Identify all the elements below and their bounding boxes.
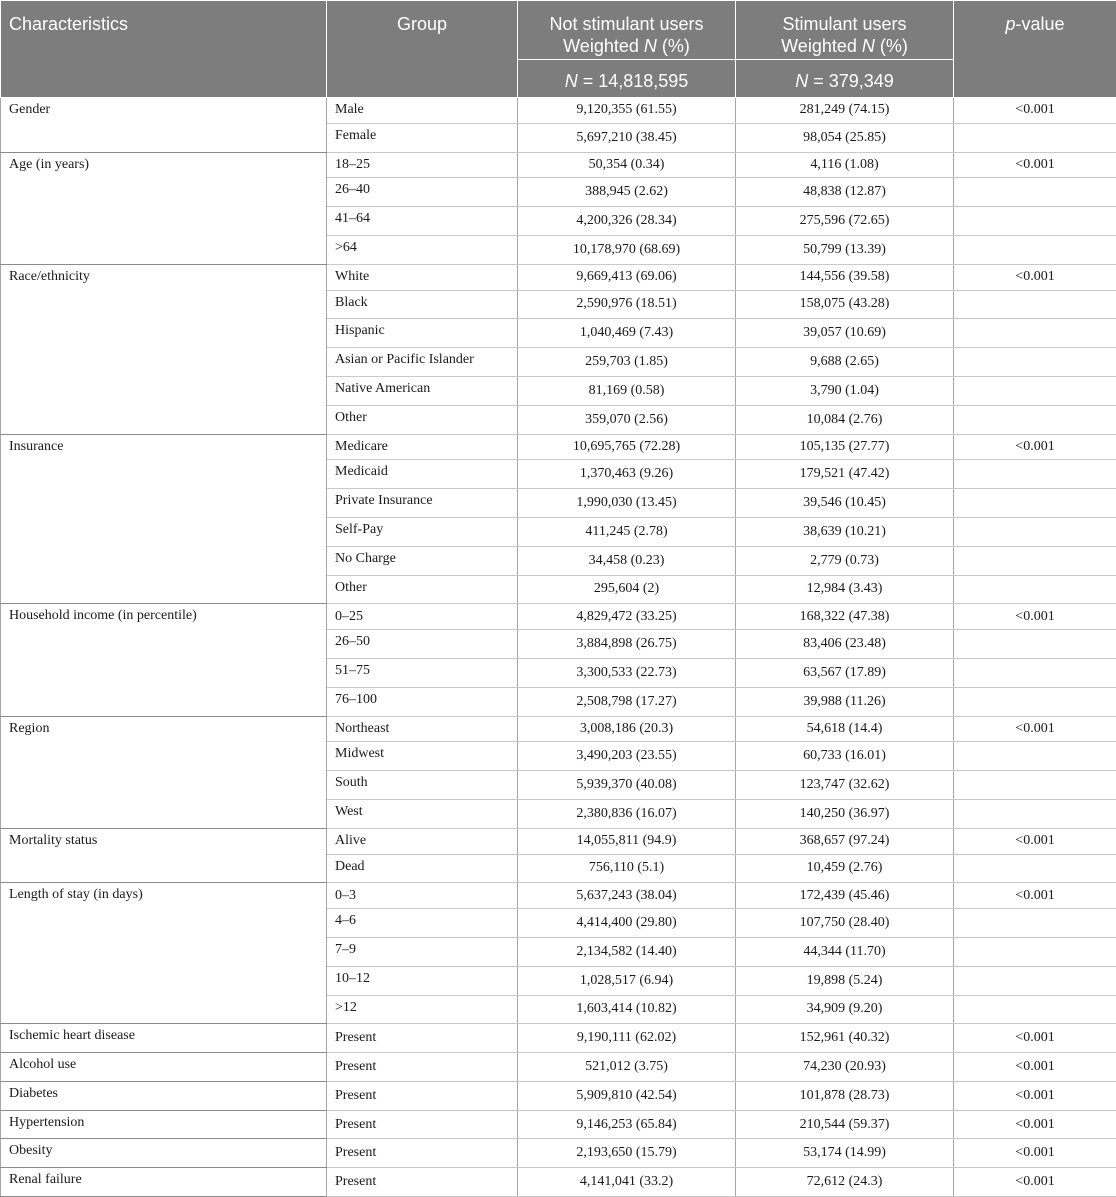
group-cell: Present (327, 1024, 518, 1053)
p-value-cell (954, 290, 1116, 319)
users-value-cell: 179,521 (47.42) (736, 460, 954, 489)
p-value-cell (954, 405, 1116, 434)
group-cell: 0–25 (327, 604, 518, 630)
p-value-cell (954, 771, 1116, 800)
users-value-cell: 74,230 (20.93) (736, 1053, 954, 1082)
group-cell: Northeast (327, 716, 518, 742)
not-users-value-cell: 50,354 (0.34) (518, 152, 736, 178)
p-value-cell: <0.001 (954, 828, 1116, 854)
not-users-value-cell: 3,884,898 (26.75) (518, 630, 736, 659)
group-cell: 18–25 (327, 152, 518, 178)
p-value-cell: <0.001 (954, 434, 1116, 460)
table-row (1, 152, 1116, 178)
not-users-value-cell: 2,508,798 (17.27) (518, 687, 736, 716)
table-row (1, 604, 1116, 630)
p-value-cell: <0.001 (954, 264, 1116, 290)
users-value-cell: 39,546 (10.45) (736, 489, 954, 518)
users-value-cell: 19,898 (5.24) (736, 966, 954, 995)
header-stimulant-users: Stimulant users Weighted N (%) (736, 1, 954, 60)
not-users-value-cell: 5,697,210 (38.45) (518, 123, 736, 152)
p-value-cell (954, 376, 1116, 405)
group-cell: Hispanic (327, 319, 518, 348)
group-cell: West (327, 799, 518, 828)
group-cell: Black (327, 290, 518, 319)
group-cell: Present (327, 1110, 518, 1139)
characteristic-cell: Gender (1, 98, 327, 153)
header-p-value: p-value (954, 1, 1116, 98)
header-characteristics: Characteristics (1, 1, 327, 98)
group-cell: >12 (327, 995, 518, 1024)
table-row (1, 434, 1116, 460)
not-users-value-cell: 14,055,811 (94.9) (518, 828, 736, 854)
p-value-cell (954, 799, 1116, 828)
users-value-cell: 3,790 (1.04) (736, 376, 954, 405)
not-users-value-cell: 9,146,253 (65.84) (518, 1110, 736, 1139)
p-value-cell: <0.001 (954, 1024, 1116, 1053)
users-value-cell: 105,135 (27.77) (736, 434, 954, 460)
p-value-cell: <0.001 (954, 152, 1116, 178)
not-users-value-cell: 2,380,836 (16.07) (518, 799, 736, 828)
group-cell: White (327, 264, 518, 290)
group-cell: Present (327, 1081, 518, 1110)
group-cell: 76–100 (327, 687, 518, 716)
p-value-cell: <0.001 (954, 1168, 1116, 1197)
users-value-cell: 368,657 (97.24) (736, 828, 954, 854)
p-value-cell (954, 235, 1116, 264)
p-value-cell (954, 123, 1116, 152)
characteristic-cell: Household income (in percentile) (1, 604, 327, 716)
users-value-cell: 107,750 (28.40) (736, 909, 954, 938)
p-value-cell: <0.001 (954, 1081, 1116, 1110)
p-value-cell: <0.001 (954, 1110, 1116, 1139)
group-cell: South (327, 771, 518, 800)
users-value-cell: 101,878 (28.73) (736, 1081, 954, 1110)
not-users-value-cell: 1,028,517 (6.94) (518, 966, 736, 995)
users-value-cell: 60,733 (16.01) (736, 742, 954, 771)
not-users-value-cell: 9,669,413 (69.06) (518, 264, 736, 290)
users-value-cell: 72,612 (24.3) (736, 1168, 954, 1197)
characteristic-cell: Alcohol use (1, 1053, 327, 1082)
users-value-cell: 98,054 (25.85) (736, 123, 954, 152)
not-users-value-cell: 81,169 (0.58) (518, 376, 736, 405)
not-users-value-cell: 2,590,976 (18.51) (518, 290, 736, 319)
users-value-cell: 39,988 (11.26) (736, 687, 954, 716)
group-cell: 51–75 (327, 658, 518, 687)
table-body (1, 98, 1116, 1197)
users-value-cell: 12,984 (3.43) (736, 575, 954, 604)
characteristic-cell: Renal failure (1, 1168, 327, 1197)
users-value-cell: 123,747 (32.62) (736, 771, 954, 800)
p-value-cell: <0.001 (954, 604, 1116, 630)
not-users-value-cell: 1,603,414 (10.82) (518, 995, 736, 1024)
not-users-value-cell: 5,939,370 (40.08) (518, 771, 736, 800)
group-cell: Male (327, 98, 518, 124)
not-users-value-cell: 9,120,355 (61.55) (518, 98, 736, 124)
group-cell: 0–3 (327, 883, 518, 909)
not-users-value-cell: 388,945 (2.62) (518, 178, 736, 207)
users-value-cell: 144,556 (39.58) (736, 264, 954, 290)
users-value-cell: 63,567 (17.89) (736, 658, 954, 687)
not-users-value-cell: 1,990,030 (13.45) (518, 489, 736, 518)
not-users-value-cell: 3,490,203 (23.55) (518, 742, 736, 771)
characteristic-cell: Hypertension (1, 1110, 327, 1139)
p-value-cell: <0.001 (954, 98, 1116, 124)
characteristic-cell: Length of stay (in days) (1, 883, 327, 1024)
not-users-value-cell: 10,178,970 (68.69) (518, 235, 736, 264)
not-users-value-cell: 2,134,582 (14.40) (518, 937, 736, 966)
p-value-cell (954, 742, 1116, 771)
group-cell: Asian or Pacific Islander (327, 348, 518, 377)
not-users-value-cell: 4,141,041 (33.2) (518, 1168, 736, 1197)
users-value-cell: 152,961 (40.32) (736, 1024, 954, 1053)
not-users-value-cell: 521,012 (3.75) (518, 1053, 736, 1082)
table-row (1, 1081, 1116, 1110)
users-value-cell: 10,084 (2.76) (736, 405, 954, 434)
p-value-cell (954, 348, 1116, 377)
header-users-total: N = 379,349 (736, 60, 954, 98)
not-users-value-cell: 3,300,533 (22.73) (518, 658, 736, 687)
table-row (1, 1053, 1116, 1082)
users-value-cell: 34,909 (9.20) (736, 995, 954, 1024)
not-users-value-cell: 295,604 (2) (518, 575, 736, 604)
p-value-cell (954, 995, 1116, 1024)
table-header (1, 1, 1116, 98)
table-row (1, 1139, 1116, 1168)
users-value-cell: 140,250 (36.97) (736, 799, 954, 828)
group-cell: No Charge (327, 546, 518, 575)
group-cell: Private Insurance (327, 489, 518, 518)
group-cell: Other (327, 405, 518, 434)
group-cell: Alive (327, 828, 518, 854)
group-cell: Native American (327, 376, 518, 405)
users-value-cell: 39,057 (10.69) (736, 319, 954, 348)
not-users-value-cell: 5,637,243 (38.04) (518, 883, 736, 909)
users-value-cell: 168,322 (47.38) (736, 604, 954, 630)
users-value-cell: 9,688 (2.65) (736, 348, 954, 377)
users-value-cell: 10,459 (2.76) (736, 854, 954, 883)
not-users-value-cell: 3,008,186 (20.3) (518, 716, 736, 742)
group-cell: Medicare (327, 434, 518, 460)
characteristic-cell: Diabetes (1, 1081, 327, 1110)
not-users-value-cell: 1,040,469 (7.43) (518, 319, 736, 348)
table-row (1, 1168, 1116, 1197)
users-value-cell: 210,544 (59.37) (736, 1110, 954, 1139)
p-value-cell (954, 489, 1116, 518)
group-cell: Other (327, 575, 518, 604)
p-value-cell (954, 575, 1116, 604)
not-users-value-cell: 1,370,463 (9.26) (518, 460, 736, 489)
users-value-cell: 54,618 (14.4) (736, 716, 954, 742)
table-row (1, 828, 1116, 854)
p-value-cell (954, 854, 1116, 883)
not-users-value-cell: 4,414,400 (29.80) (518, 909, 736, 938)
not-users-value-cell: 34,458 (0.23) (518, 546, 736, 575)
not-users-value-cell: 411,245 (2.78) (518, 517, 736, 546)
characteristic-cell: Insurance (1, 434, 327, 604)
p-value-cell (954, 937, 1116, 966)
p-value-cell (954, 517, 1116, 546)
not-users-value-cell: 9,190,111 (62.02) (518, 1024, 736, 1053)
characteristic-cell: Mortality status (1, 828, 327, 883)
group-cell: 26–50 (327, 630, 518, 659)
group-cell: Dead (327, 854, 518, 883)
not-users-value-cell: 10,695,765 (72.28) (518, 434, 736, 460)
characteristic-cell: Region (1, 716, 327, 828)
header-not-users-total: N = 14,818,595 (518, 60, 736, 98)
p-value-cell (954, 630, 1116, 659)
p-value-cell: <0.001 (954, 716, 1116, 742)
users-value-cell: 83,406 (23.48) (736, 630, 954, 659)
p-value-cell (954, 178, 1116, 207)
p-value-cell (954, 966, 1116, 995)
group-cell: Female (327, 123, 518, 152)
characteristic-cell: Age (in years) (1, 152, 327, 264)
users-value-cell: 4,116 (1.08) (736, 152, 954, 178)
not-users-value-cell: 4,829,472 (33.25) (518, 604, 736, 630)
not-users-value-cell: 359,070 (2.56) (518, 405, 736, 434)
group-cell: 7–9 (327, 937, 518, 966)
table-row (1, 716, 1116, 742)
users-value-cell: 275,596 (72.65) (736, 207, 954, 236)
users-value-cell: 50,799 (13.39) (736, 235, 954, 264)
group-cell: 41–64 (327, 207, 518, 236)
group-cell: 26–40 (327, 178, 518, 207)
table-row (1, 883, 1116, 909)
group-cell: 4–6 (327, 909, 518, 938)
not-users-value-cell: 756,110 (5.1) (518, 854, 736, 883)
table-row (1, 1110, 1116, 1139)
header-group: Group (327, 1, 518, 98)
p-value-cell (954, 658, 1116, 687)
group-cell: Present (327, 1053, 518, 1082)
group-cell: Medicaid (327, 460, 518, 489)
users-value-cell: 38,639 (10.21) (736, 517, 954, 546)
users-value-cell: 53,174 (14.99) (736, 1139, 954, 1168)
table-row (1, 264, 1116, 290)
not-users-value-cell: 5,909,810 (42.54) (518, 1081, 736, 1110)
group-cell: Present (327, 1168, 518, 1197)
p-value-cell (954, 207, 1116, 236)
table-row (1, 1024, 1116, 1053)
p-value-cell (954, 687, 1116, 716)
p-value-cell (954, 546, 1116, 575)
p-value-cell: <0.001 (954, 1053, 1116, 1082)
group-cell: >64 (327, 235, 518, 264)
characteristic-cell: Ischemic heart disease (1, 1024, 327, 1053)
users-value-cell: 44,344 (11.70) (736, 937, 954, 966)
users-value-cell: 48,838 (12.87) (736, 178, 954, 207)
p-value-cell (954, 909, 1116, 938)
users-value-cell: 2,779 (0.73) (736, 546, 954, 575)
users-value-cell: 172,439 (45.46) (736, 883, 954, 909)
group-cell: 10–12 (327, 966, 518, 995)
users-value-cell: 281,249 (74.15) (736, 98, 954, 124)
p-value-cell (954, 319, 1116, 348)
not-users-value-cell: 4,200,326 (28.34) (518, 207, 736, 236)
p-value-cell: <0.001 (954, 1139, 1116, 1168)
group-cell: Midwest (327, 742, 518, 771)
group-cell: Present (327, 1139, 518, 1168)
table-row (1, 98, 1116, 124)
p-value-cell: <0.001 (954, 883, 1116, 909)
characteristic-cell: Obesity (1, 1139, 327, 1168)
group-cell: Self-Pay (327, 517, 518, 546)
p-value-cell (954, 460, 1116, 489)
characteristic-cell: Race/ethnicity (1, 264, 327, 434)
users-value-cell: 158,075 (43.28) (736, 290, 954, 319)
header-not-stimulant-users: Not stimulant users Weighted N (%) (518, 1, 736, 60)
not-users-value-cell: 2,193,650 (15.79) (518, 1139, 736, 1168)
not-users-value-cell: 259,703 (1.85) (518, 348, 736, 377)
